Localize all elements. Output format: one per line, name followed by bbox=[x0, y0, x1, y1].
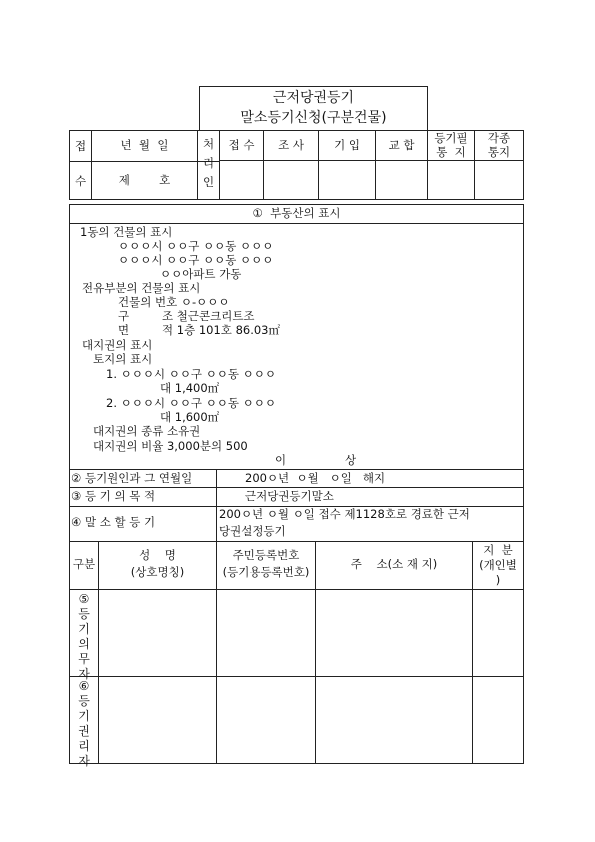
col-entry: 기 입 bbox=[334, 138, 360, 152]
property-line: 전유부분의 건물의 표시 bbox=[82, 281, 201, 295]
col-receipt: 접 수 bbox=[228, 138, 255, 152]
property-line: 대지권의 비율 3,000분의 500 bbox=[93, 439, 248, 453]
col-notice-b-line1: 각종 bbox=[487, 131, 511, 145]
col-share-line2: (개인별 bbox=[479, 558, 517, 572]
col-notice-b-line2: 통지 bbox=[487, 145, 511, 159]
property-closing-left: 이 bbox=[275, 453, 287, 467]
property-line: 건물의 번호 ㅇ-ㅇㅇㅇ bbox=[118, 295, 230, 309]
col-review: 조 사 bbox=[278, 138, 304, 152]
form-title-line1: 근저당권등기 bbox=[272, 90, 355, 106]
form-title-line2: 말소등기신청(구분건물) bbox=[240, 110, 387, 126]
property-line: 토지의 표시 bbox=[93, 352, 153, 366]
property-line: 대 1,400㎡ bbox=[160, 381, 220, 395]
obligor-label: ⑤등기의무자 bbox=[78, 592, 90, 681]
property-line: ㅇㅇㅇ시 ㅇㅇ구 ㅇㅇ동 ㅇㅇㅇ bbox=[118, 253, 274, 267]
processor-char-2: 리 bbox=[202, 156, 215, 170]
processor-char-3: 인 bbox=[202, 175, 215, 189]
property-line: 면 적 1층 101호 86.03㎡ bbox=[118, 323, 280, 337]
col-id-line2: (등기용등록번호) bbox=[222, 565, 310, 579]
purpose-value: 근저당권등기말소 bbox=[245, 489, 334, 503]
col-name-line2: (상호명칭) bbox=[130, 565, 185, 579]
target-label: ④ 말 소 할 등 기 bbox=[71, 515, 156, 529]
purpose-label: ③ 등 기 의 목 적 bbox=[71, 489, 156, 503]
col-name-line1: 성 명 bbox=[139, 548, 176, 562]
target-value-line2: 당권설정등기 bbox=[219, 524, 286, 538]
property-line: 대지권의 종류 소유권 bbox=[93, 424, 201, 438]
cause-value: 200ㅇ년 ㅇ월 ㅇ일 해지 bbox=[245, 471, 386, 485]
processor-char-1: 처 bbox=[202, 137, 215, 151]
receipt-label-bottom: 수 bbox=[74, 174, 87, 188]
col-address: 주 소(소 재 지) bbox=[350, 557, 438, 571]
property-line: ㅇㅇㅇ시 ㅇㅇ구 ㅇㅇ동 ㅇㅇㅇ bbox=[118, 239, 274, 253]
obligee-label: ⑥등기권리자 bbox=[78, 679, 90, 768]
receipt-number-label: 제 호 bbox=[118, 173, 171, 187]
property-closing-right: 상 bbox=[345, 453, 357, 467]
property-line: 대 1,600㎡ bbox=[160, 410, 220, 424]
col-share-line1: 지 분 bbox=[483, 543, 513, 557]
col-verify: 교 합 bbox=[388, 138, 415, 152]
receipt-date-label: 년 월 일 bbox=[120, 138, 169, 152]
col-notice-a-line1: 등기필 bbox=[434, 131, 468, 145]
target-value-line1: 200ㅇ년 ㅇ월 ㅇ일 접수 제1128호로 경료한 근저 bbox=[219, 507, 470, 521]
property-line: 구 조 철근콘크리트조 bbox=[118, 309, 255, 323]
col-id-line1: 주민등록번호 bbox=[232, 548, 300, 562]
property-line: ㅇㅇ아파트 가동 bbox=[160, 267, 242, 281]
property-heading: ① 부동산의 표시 bbox=[252, 206, 341, 220]
property-line: 2. ㅇㅇㅇ시 ㅇㅇ구 ㅇㅇ동 ㅇㅇㅇ bbox=[106, 396, 277, 410]
property-line: 대지권의 표시 bbox=[82, 338, 153, 352]
cause-label: ② 등기원인과 그 연월일 bbox=[71, 471, 193, 485]
col-type: 구분 bbox=[72, 557, 96, 571]
receipt-label-top: 접 bbox=[74, 139, 87, 153]
col-notice-a-line2: 통 지 bbox=[436, 145, 466, 159]
property-line: 1. ㅇㅇㅇ시 ㅇㅇ구 ㅇㅇ동 ㅇㅇㅇ bbox=[106, 367, 277, 381]
col-share-line3: ) bbox=[495, 573, 501, 587]
property-line: 1동의 건물의 표시 bbox=[80, 225, 173, 239]
